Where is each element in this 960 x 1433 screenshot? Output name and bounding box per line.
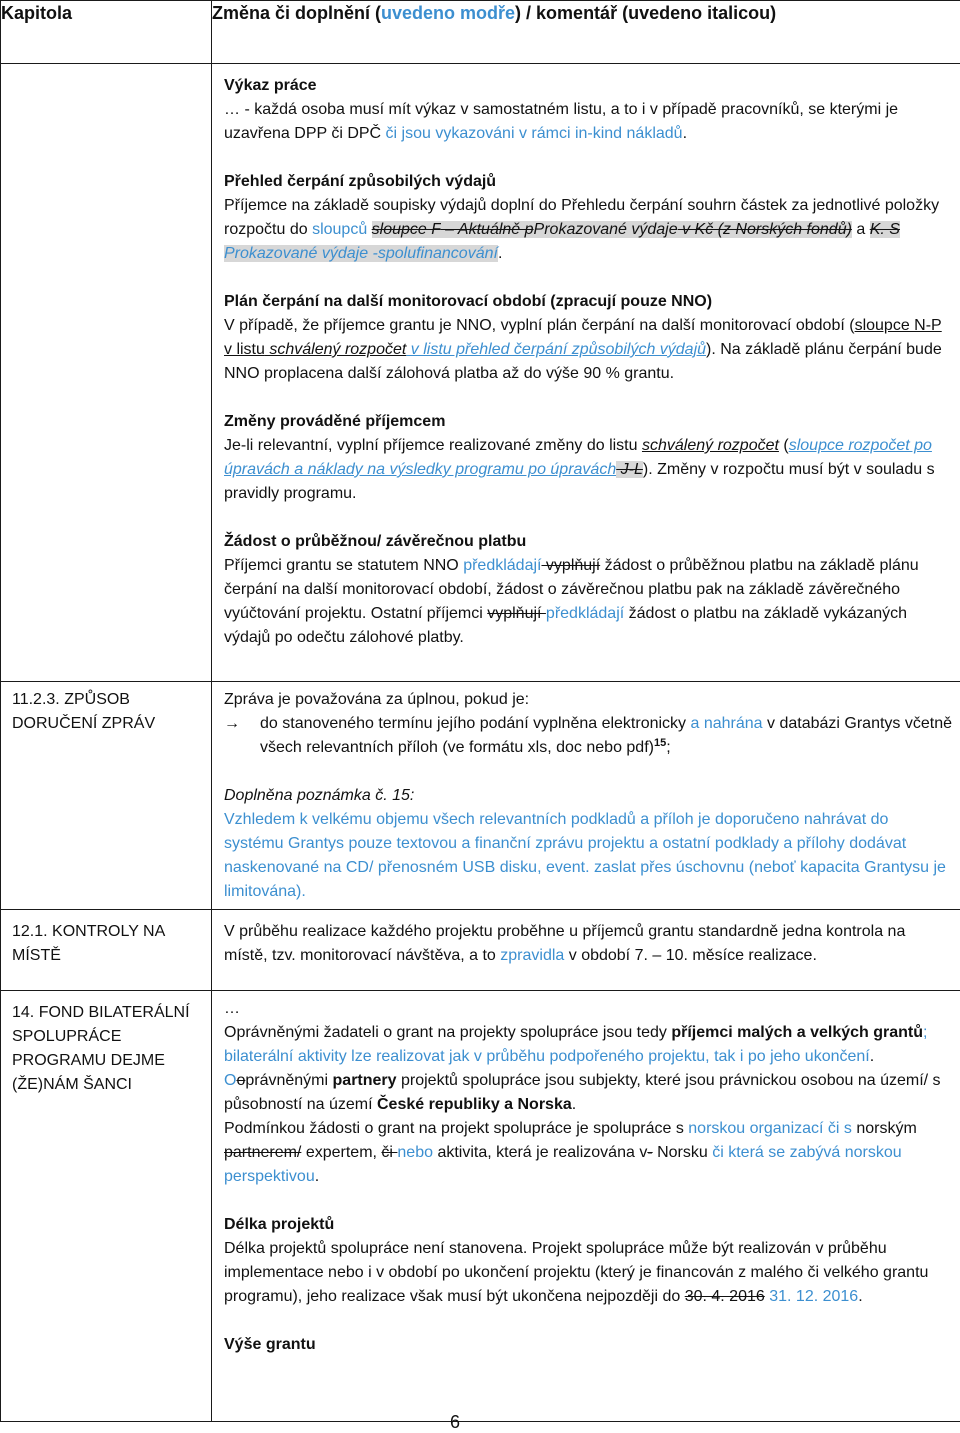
bilateral-chapter: 14. FOND BILATERÁLNÍ SPOLUPRÁCE PROGRAMU DEJME (ŽE)NÁM ŠANCI xyxy=(1,991,212,1422)
header-chapter: Kapitola xyxy=(1,1,212,64)
delivery-intro: Zpráva je považována za úplnou, pokud je: xyxy=(224,688,952,712)
delka-paragraph: Délka projektů spolupráce není stanovena. Projekt spolupráce může být realizován v průběhu implementace nebo i v období po ukončení projektu (který je financován z malého či velkého grantu programu), jeho realizace však musí být ukončena nejpozději do 30. 4. 2016 31. 12. 2016. xyxy=(224,1237,952,1309)
vykaz-title: Výkaz práce xyxy=(224,74,952,98)
bilateral-paragraph-2: Podmínkou žádosti o grant na projekt spolupráce je spolupráce s norskou organizací či s norským partnerem/ expertem, či nebo aktivita, která je realizována v- Norsku či která se zabývá norskou perspektivou. xyxy=(224,1117,952,1189)
header-change: Změna či doplnění (uvedeno modře) / komentář (uvedeno italicou) xyxy=(212,1,960,64)
zmeny-title: Změny prováděné příjemcem xyxy=(224,410,952,434)
row-reports xyxy=(1,64,960,682)
row-delivery xyxy=(1,682,960,910)
delka-title: Délka projektů xyxy=(224,1213,952,1237)
vykaz-paragraph: … - každá osoba musí mít výkaz v samostatném listu, a to i v případě pracovníků, se kterými je uzavřena DPP či DPČ či jsou vykazováni v rámci in-kind nákladů. xyxy=(224,98,952,146)
delivery-chapter: 11.2.3. ZPŮSOB DORUČENÍ ZPRÁV xyxy=(1,682,212,910)
zmeny-paragraph: Je-li relevantní, vyplní příjemce realizované změny do listu schválený rozpočet (sloupce rozpočet po úpravách a náklady na výsledky programu po úpravách J-L). Změny v rozpočtu musí být v souladu s pravidly programu. xyxy=(224,434,952,506)
arrow-icon: → xyxy=(224,712,260,760)
zadost-title: Žádost o průběžnou/ závěrečnou platbu xyxy=(224,530,952,554)
row-controls xyxy=(1,910,960,991)
vyse-title: Výše grantu xyxy=(224,1333,952,1357)
bilateral-paragraph-1: Oprávněnými žadateli o grant na projekty spolupráce jsou tedy příjemci malých a velkých grantů; bilaterální aktivity lze realizovat jak v průběhu podpořeného projektu, tak i po jeho ukončení. Ooprávněnými partnery projektů spolupráce jsou subjekty, které jsou právnickou osobou na území/ s působností na území České republiky a Norska. xyxy=(224,1021,952,1117)
row-reports-chapter xyxy=(1,64,212,682)
controls-paragraph: V průběhu realizace každého projektu proběhne u příjemců grantu standardně jedna kontrola na místě, tzv. monitorovací návštěva, a to zpravidla v období 7. – 10. měsíce realizace. xyxy=(224,920,952,968)
header-row xyxy=(1,1,960,64)
prehled-title: Přehled čerpání způsobilých výdajů xyxy=(224,170,952,194)
controls-chapter: 12.1. KONTROLY NA MÍSTĚ xyxy=(1,910,212,991)
plan-title: Plán čerpání na další monitorovací období (zpracují pouze NNO) xyxy=(224,290,952,314)
delivery-content xyxy=(212,682,960,910)
row-reports-content xyxy=(212,64,960,682)
note-title: Doplněna poznámka č. 15: xyxy=(224,784,952,808)
plan-paragraph: V případě, že příjemce grantu je NNO, vyplní plán čerpání na další monitorovací období (sloupce N-P v listu schválený rozpočet v listu přehled čerpání způsobilých výdajů). Na základě plánu čerpání bude NNO proplacena další zálohová platba až do výše 90 % grantu. xyxy=(224,314,952,386)
bilateral-ellipsis: … xyxy=(224,997,952,1021)
note-text: Vzhledem k velkému objemu všech relevantních podkladů a příloh je doporučeno nahrávat do systému Grantys pouze textovou a finanční zprávu projektu a ostatní podklady a přílohy dodávat naskenované na CD/ přenosném USB disku, event. zaslat přes úschovnu (neboť kapacita Grantysu je limitována). xyxy=(224,808,952,904)
row-bilateral xyxy=(1,991,960,1422)
delivery-bullet xyxy=(224,712,952,760)
bilateral-content xyxy=(212,991,960,1422)
prehled-paragraph: Příjemce na základě soupisky výdajů doplní do Přehledu čerpání souhrn částek za jednotlivé položky rozpočtu do sloupců sloupce F – Aktuálně pProkazované výdaje v Kč (z Norských fondů) a K. S Prokazované výdaje -spolufinancování. xyxy=(224,194,952,266)
zadost-paragraph: Příjemci grantu se statutem NNO předkládají vyplňují žádost o průběžnou platbu na základě plánu čerpání na další monitorovací období, žádost o závěrečnou platbu pak na základě závěrečného vyúčtování projektu. Ostatní příjemci vyplňují předkládají žádost o platbu na základě vykázaných výdajů po odečtu zálohové platby. xyxy=(224,554,952,650)
delivery-bullet-text: do stanoveného termínu jejího podání vyplněna elektronicky a nahrána v databázi Grantys včetně všech relevantních příloh (ve formátu xls, doc nebo pdf)$^{15}$; xyxy=(260,712,952,760)
controls-content xyxy=(212,910,960,991)
page-number: 6 xyxy=(0,1411,910,1433)
